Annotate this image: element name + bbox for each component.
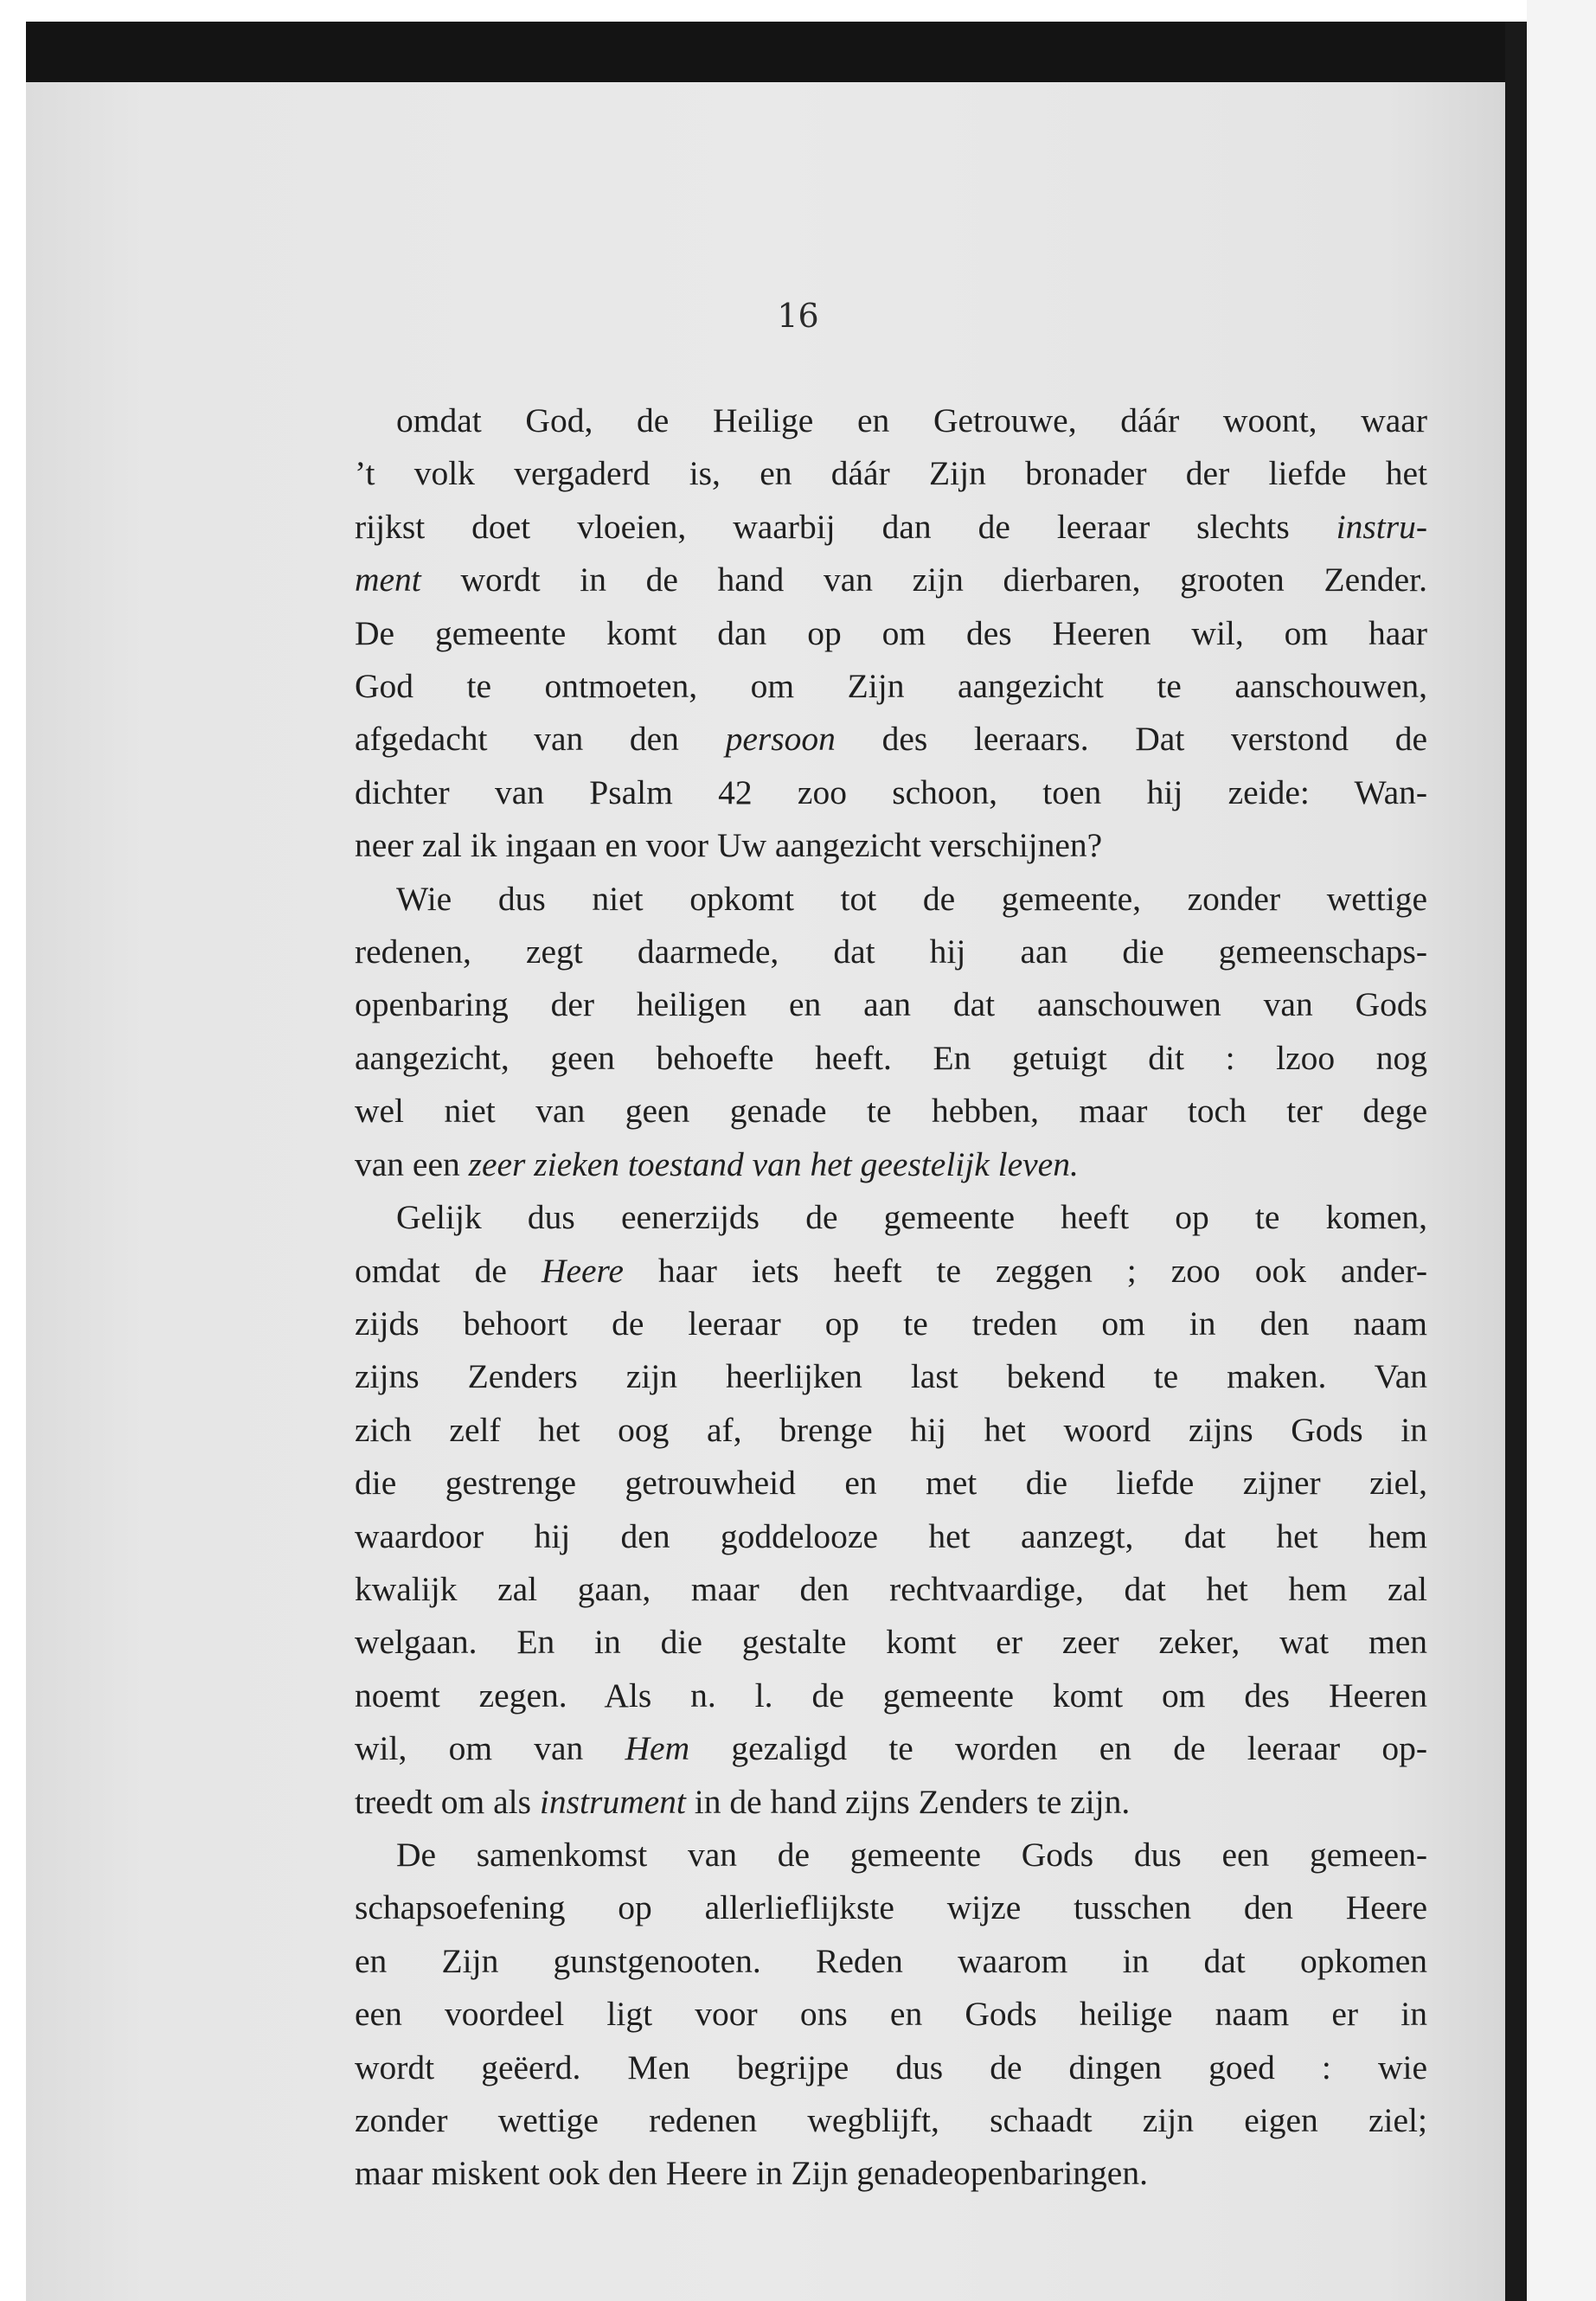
text-line: [355, 2041, 1427, 2094]
italic-text-run: instru-: [1336, 507, 1427, 546]
text-line: [355, 926, 1427, 978]
text-line: [355, 501, 1427, 554]
text-line: [355, 2147, 1427, 2200]
page-number: 16: [777, 297, 819, 335]
text-run: De gemeente komt dan op om des Heeren wil, om haar: [355, 613, 1427, 652]
text-run: neer zal ik ingaan en voor Uw aangezicht verschijnen?: [355, 826, 1103, 865]
text-line: [355, 1085, 1427, 1138]
text-line: [355, 1350, 1427, 1403]
text-line: [355, 2094, 1427, 2147]
text-run: des leeraars. Dat verstond de: [835, 720, 1427, 759]
text-line: [355, 607, 1427, 660]
text-run: en Zijn gunstgenooten. Reden waarom in dat opkomen: [355, 1941, 1427, 1980]
body-text: [355, 394, 1427, 2201]
scan-margin: [1527, 0, 1596, 2301]
text-line: [355, 819, 1427, 872]
text-line: [355, 1776, 1427, 1829]
text-run: kwalijk zal gaan, maar den rechtvaardige, dat het hem zal: [355, 1569, 1427, 1608]
paragraph: [355, 1829, 1427, 2201]
text-line: [355, 1404, 1427, 1457]
text-line: [355, 1457, 1427, 1509]
text-run: De samenkomst van de gemeente Gods dus een gemeen-: [396, 1835, 1427, 1874]
italic-text-run: ment: [355, 561, 421, 599]
text-run: omdat God, de Heilige en Getrouwe, dáár woont, waar: [396, 401, 1427, 439]
text-run: schapsoefening op allerlieflijkste wijze tusschen den Heere: [355, 1888, 1427, 1927]
text-line: [355, 660, 1427, 713]
text-run: openbaring der heiligen en aan dat aanschouwen van Gods: [355, 985, 1427, 1024]
text-run: zijns Zenders zijn heerlijken last bekend te maken. Van: [355, 1357, 1427, 1396]
text-line: [355, 713, 1427, 766]
text-line: [355, 1988, 1427, 2041]
italic-text-run: instrument: [539, 1782, 686, 1821]
text-run: Wie dus niet opkomt tot de gemeente, zonder wettige: [396, 879, 1427, 918]
text-run: wordt in de hand van zijn dierbaren, grooten Zender.: [420, 561, 1427, 599]
text-run: maar miskent ook den Heere in Zijn genadeopenbaringen.: [355, 2154, 1148, 2193]
text-run: zich zelf het oog af, brenge hij het woord zijns Gods in: [355, 1410, 1427, 1449]
text-run: welgaan. En in die gestalte komt er zeer zeker, wat men: [355, 1623, 1427, 1662]
text-run: omdat de: [355, 1251, 542, 1290]
text-run: aangezicht, geen behoefte heeft. En getuigt dit : lzoo nog: [355, 1038, 1427, 1077]
text-line: [355, 1563, 1427, 1616]
italic-text-run: Hem: [625, 1729, 690, 1768]
text-line: [355, 1881, 1427, 1934]
text-run: wel niet van geen genade te hebben, maar toch ter dege: [355, 1092, 1427, 1131]
text-run: haar iets heeft te zeggen ; zoo ook ander-: [623, 1251, 1427, 1290]
text-run: een voordeel ligt voor ons en Gods heilige naam er in: [355, 1995, 1427, 2034]
text-line: [355, 1616, 1427, 1669]
text-line: [355, 394, 1427, 447]
text-line: [355, 447, 1427, 500]
text-line: [355, 1298, 1427, 1350]
text-run: zijds behoort de leeraar op te treden om in den naam: [355, 1304, 1427, 1343]
text-run: God te ontmoeten, om Zijn aangezicht te aanschouwen,: [355, 667, 1427, 706]
text-line: [355, 1138, 1427, 1191]
paragraph: [355, 873, 1427, 1191]
scan-right-border: [1505, 22, 1527, 2301]
text-run: zonder wettige redenen wegblijft, schaadt zijn eigen ziel;: [355, 2101, 1427, 2139]
text-line: [355, 1245, 1427, 1298]
text-run: wil, om van: [355, 1729, 625, 1768]
text-line: [355, 766, 1427, 819]
text-line: [355, 1191, 1427, 1244]
text-line: [355, 873, 1427, 926]
text-run: treedt om als: [355, 1782, 540, 1821]
text-run: in de hand zijns Zenders te zijn.: [685, 1782, 1131, 1821]
text-run: gezaligd te worden en de leeraar op-: [689, 1729, 1428, 1768]
text-run: wordt geëerd. Men begrijpe dus de dingen goed : wie: [355, 2048, 1427, 2086]
italic-text-run: Heere: [541, 1251, 624, 1290]
text-run: noemt zegen. Als n. l. de gemeente komt om des Heeren: [355, 1676, 1427, 1715]
text-line: [355, 554, 1427, 606]
text-line: [355, 1032, 1427, 1085]
paragraph: [355, 1191, 1427, 1829]
text-run: rijkst doet vloeien, waarbij dan de leeraar slechts: [355, 507, 1336, 546]
italic-text-run: persoon: [725, 720, 836, 759]
text-line: [355, 978, 1427, 1031]
text-line: [355, 1670, 1427, 1722]
text-run: dichter van Psalm 42 zoo schoon, toen hij zeide: Wan-: [355, 772, 1427, 811]
text-run: Gelijk dus eenerzijds de gemeente heeft op te komen,: [396, 1198, 1427, 1237]
text-run: van een: [355, 1144, 469, 1183]
paragraph: [355, 394, 1427, 873]
text-run: ’t volk vergaderd is, en dáár Zijn bronader der liefde het: [355, 454, 1427, 493]
italic-text-run: zeer zieken toestand van het geestelijk leven.: [468, 1144, 1079, 1183]
text-line: [355, 1510, 1427, 1563]
text-run: waardoor hij den goddelooze het aanzegt, dat het hem: [355, 1516, 1427, 1555]
text-run: die gestrenge getrouwheid en met die liefde zijner ziel,: [355, 1464, 1427, 1503]
text-run: afgedacht van den: [355, 720, 726, 759]
text-line: [355, 1829, 1427, 1881]
text-line: [355, 1722, 1427, 1775]
text-run: redenen, zegt daarmede, dat hij aan die gemeenschaps-: [355, 933, 1427, 971]
text-line: [355, 1935, 1427, 1988]
